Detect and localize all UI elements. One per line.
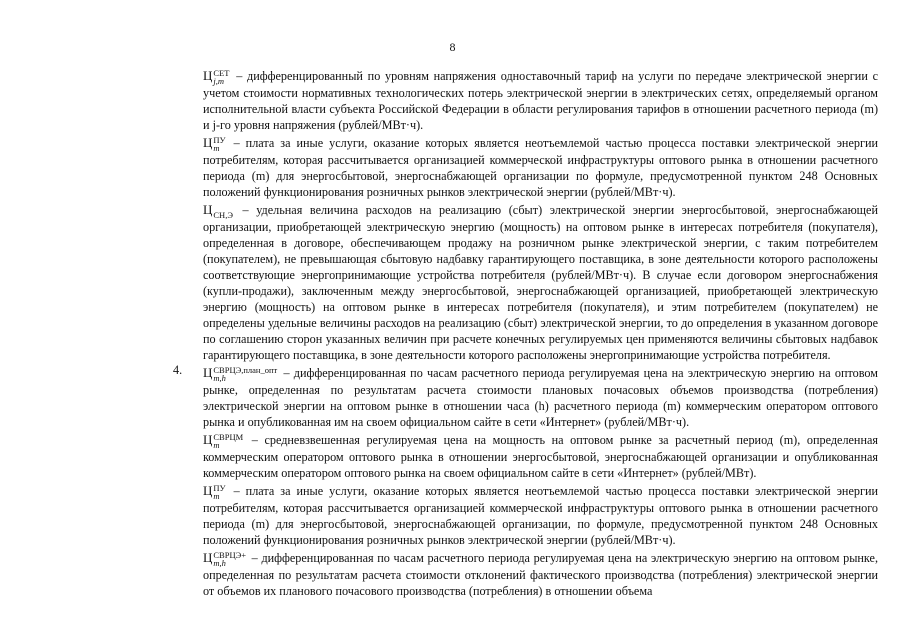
definition-text: – удельная величина расходов на реализацию (сбыт) электрической энергии энергосбытовой, энергоснабжающей организации, приобретающей электрическую энергию (мощность) на оптовом рынке в интересах потребителя (покупателя), определенная в договоре, обеспечивающем продажу на розничном рынке электрической энергии, с таким потребителем (покупателем), не превышающая сбытовую надбавку гарантирующего поставщика, в зоне деятельности которого расположены соответствующие энергопринимающие устройства потребителя (рублей/МВт·ч). В случае если договором энергоснабжения (купли-продажи), заключенным между энергосбытовой, энергоснабжающей организацией, приобретающей электрическую энергию (мощность) на оптовом рынке в интересах потребителя (покупателя), и этим потребителем (покупателем) не определены удельные величины расходов на реализацию (сбыт) электрической энергии, то до определения в указанном договоре по соглашению сторон указанных величин при расчете конечных регулируемых цен применяются величины сбытовых надбавок гарантирующего поставщика, в зоне деятельности которого расположены энергопринимающие устройства потребителя. [203,203,878,362]
definition-paragraph [203,202,878,363]
definition-paragraph [203,432,878,481]
definition-text: – дифференцированная по часам расчетного периода регулируемая цена на электрическую энергию на оптовом рынке, определенная по результатам расчета стоимости отклонений фактического производства (потребления) электрической энергии от объемов их планового почасового производства (потребления) в отношении объема [203,551,878,598]
formula-symbol: Ц СВРЦЭ+ m,h [203,550,247,568]
formula-symbol: Ц СН,Э [203,202,233,220]
definition-paragraph [203,365,878,430]
definition-paragraph [203,135,878,200]
formula-symbol: Ц СЕТ j,m [203,68,230,86]
definition-text: – средневзвешенная регулируемая цена на мощность на оптовом рынке за расчетный период (m), определенная коммерческим оператором оптового рынка в отношении энергосбытовой, энергоснабжающей организации и опубликованная коммерческим оператором оптового рынка на своем официальном сайте в сети «Интернет» (рублей/МВт). [203,433,878,480]
formula-symbol: Ц ПУ m [203,135,226,153]
definition-paragraph [203,68,878,133]
definition-paragraph [203,550,878,599]
formula-symbol: Ц ПУ m [203,483,226,501]
list-number-4: 4. [173,363,183,377]
formula-symbol: Ц СВРЦМ m [203,432,244,450]
page-number: 8 [449,40,456,54]
definition-text: – плата за иные услуги, оказание которых является неотъемлемой частью процесса поставки электрической энергии потребителям, которая рассчитывается организацией коммерческой инфраструктуры оптового рынка в отношении расчетного периода (m) для энергосбытовой, энергоснабжающей организации по формуле, предусмотренной пунктом 248 Основных положений функционирования розничных рынков электрической энергии (рублей/МВт·ч). [203,136,878,199]
definition-text: – дифференцированная по часам расчетного периода регулируемая цена на электрическую энергию на оптовом рынке, определенная по результатам расчета стоимости плановых почасовых объемов производства (потребления) электрической энергии на оптовом рынке в отношении часа (h) расчетного периода (m) коммерческим оператором оптового рынка и опубликованная им на своем официальном сайте в сети «Интернет» (рублей/МВт·ч). [203,366,878,429]
formula-symbol: Ц СВРЦЭ,план_опт m,h [203,365,278,383]
definition-text: – дифференцированный по уровням напряжения одноставочный тариф на услуги по передаче электрической энергии с учетом стоимости нормативных технологических потерь электрической энергии в электрических сетях, определяемый органом исполнительной власти субъекта Российской Федерации в области регулирования тарифов в отношении расчетного периода (m) и j-го уровня напряжения (рублей/МВт·ч). [203,69,878,132]
definition-paragraph [203,483,878,548]
document-body [203,68,878,599]
definition-text: – плата за иные услуги, оказание которых является неотъемлемой частью процесса поставки электрической энергии потребителям, которая рассчитывается организацией коммерческой инфраструктуры оптового рынка в отношении расчетного периода (m) для энергосбытовой, энергоснабжающей организации, по формуле, предусмотренной пунктом 248 Основных положений функционирования розничных рынков электрической энергии (рублей/МВт·ч). [203,484,878,547]
